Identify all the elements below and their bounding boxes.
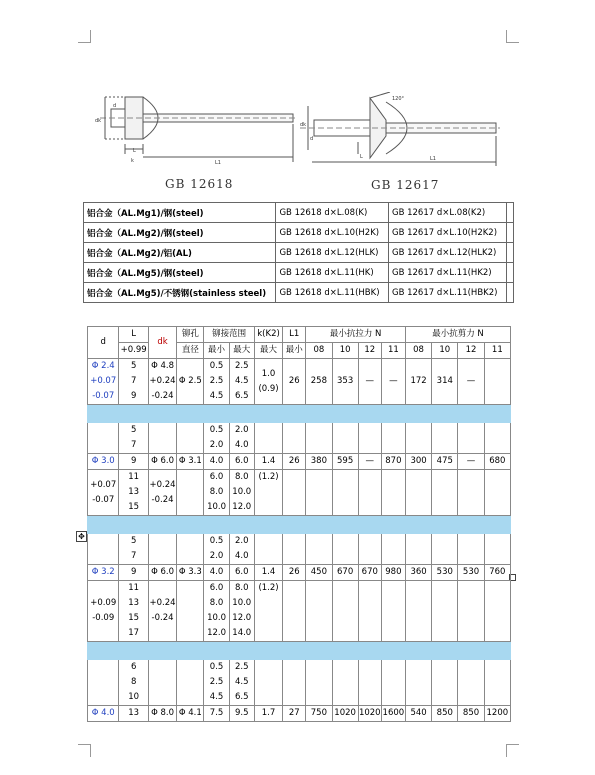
stacked-value: 5	[130, 536, 137, 546]
stacked-value: 4.5	[209, 692, 224, 702]
cell-L	[119, 660, 148, 706]
cell-empty	[381, 534, 405, 565]
stacked-value: 2.0	[234, 425, 249, 435]
cell-grip-min: 4.0	[204, 454, 229, 470]
spec-table	[87, 326, 511, 722]
stacked-value: 15	[128, 502, 140, 512]
cell-tensile: 870	[381, 454, 405, 470]
cell-empty	[306, 581, 332, 642]
cell-L	[119, 423, 148, 454]
stacked-value: 0.5	[209, 662, 224, 672]
cell-empty	[254, 660, 282, 706]
cell-grip-min: 7.5	[204, 706, 229, 722]
crop-mark-top-left	[78, 30, 91, 43]
stacked-value: 1.0	[261, 368, 276, 379]
cell-tensile: 380	[306, 454, 332, 470]
stacked-value: 2.0	[209, 440, 224, 450]
cell-empty	[458, 660, 484, 706]
stacked-value: (1.2)	[258, 472, 279, 482]
cell-empty	[283, 470, 306, 516]
cell-tensile: 595	[332, 454, 358, 470]
header-shear: 最小抗剪力 N	[405, 327, 510, 343]
stacked-value: (1.2)	[258, 583, 279, 593]
cell-tensile: 450	[306, 565, 332, 581]
gb12617-designation: GB 12617 d×L.08(K2)	[388, 203, 506, 223]
label-dk-right: dk	[300, 122, 307, 128]
material-name: 铝合金（AL.Mg2)/钢(steel)	[84, 223, 276, 243]
cell-dk	[148, 359, 176, 405]
stacked-value: -0.24	[151, 391, 174, 401]
row-end-mark	[507, 263, 514, 283]
cell-L	[119, 470, 148, 516]
material-row	[84, 263, 514, 283]
stacked-value: 12.0	[207, 628, 227, 638]
material-row	[84, 283, 514, 303]
cell-empty	[484, 534, 510, 565]
stacked-value: 4.0	[234, 440, 249, 450]
stacked-value: 5	[130, 425, 137, 435]
stacked-value: 6.0	[209, 472, 224, 482]
cell-dk	[148, 581, 176, 642]
gb12618-designation: GB 12618 d×L.11(HK)	[276, 263, 389, 283]
stacked-value: 2.5	[234, 361, 249, 371]
stacked-value: 9	[130, 391, 137, 401]
cell-d	[88, 534, 119, 565]
stacked-value: (0.9)	[258, 383, 279, 394]
stacked-value: 8.0	[234, 472, 249, 482]
cell-empty	[458, 423, 484, 454]
cell-empty	[254, 423, 282, 454]
stacked-value: -0.24	[151, 613, 174, 623]
cell-dk	[148, 660, 176, 706]
cell-empty	[432, 534, 458, 565]
header-dk: dk	[148, 327, 176, 359]
cell-k	[254, 581, 282, 642]
cell-empty	[332, 470, 358, 516]
gb12617-designation: GB 12617 d×L.10(H2K2)	[388, 223, 506, 243]
cell-shear: 1200	[484, 706, 510, 722]
stacked-value: 6.5	[234, 391, 249, 401]
label-L1: L1	[215, 160, 221, 166]
cell-grip-max: 6.0	[229, 454, 254, 470]
gb12618-designation: GB 12618 d×L.10(H2K)	[276, 223, 389, 243]
stacked-value: 4.5	[234, 376, 249, 386]
stacked-value: 8.0	[209, 487, 224, 497]
band-cell	[88, 516, 511, 534]
cell-grip-max	[229, 359, 254, 405]
cell-grip-max	[229, 534, 254, 565]
cell-empty	[405, 534, 431, 565]
cell-empty	[432, 660, 458, 706]
cell-d	[88, 470, 119, 516]
cell-empty	[306, 470, 332, 516]
label-k: k	[131, 158, 134, 164]
stacked-value: Φ 4.8	[151, 361, 174, 371]
stacked-value: 13	[128, 487, 140, 497]
cell-L	[119, 359, 148, 405]
stacked-value: 14.0	[232, 628, 252, 638]
cell-tensile: 670	[358, 565, 381, 581]
stacked-value: 10.0	[232, 487, 252, 497]
stacked-value: 2.0	[234, 536, 249, 546]
stacked-value: 2.0	[209, 551, 224, 561]
header-L-tol: +0.99	[119, 343, 148, 359]
material-row	[84, 243, 514, 263]
stacked-value: 2.5	[209, 677, 224, 687]
cell-empty	[484, 581, 510, 642]
grade-12: 12	[358, 343, 381, 359]
cell-d	[88, 359, 119, 405]
cell-grip-min	[204, 470, 229, 516]
cell-empty	[484, 423, 510, 454]
grade-10: 10	[432, 343, 458, 359]
material-name: 铝合金（AL.Mg2)/铝(AL)	[84, 243, 276, 263]
cell-empty	[332, 581, 358, 642]
cell-hole	[177, 423, 204, 454]
cell-tensile: 1600	[381, 706, 405, 722]
cell-grip-max: 9.5	[229, 706, 254, 722]
cell-grip-max	[229, 581, 254, 642]
cell-empty	[432, 581, 458, 642]
grade-12: 12	[458, 343, 484, 359]
cell-L1: 27	[283, 706, 306, 722]
cell-shear: 172	[405, 359, 431, 405]
stacked-value: 4.5	[234, 677, 249, 687]
cell-k: 1.4	[254, 565, 282, 581]
crop-mark-top-right	[506, 30, 519, 43]
cell-empty	[358, 581, 381, 642]
stacked-value: -0.09	[92, 613, 115, 623]
spec-pre-row	[88, 423, 511, 454]
cell-empty	[358, 660, 381, 706]
stacked-value: +0.07	[90, 376, 117, 386]
stacked-value: 10.0	[207, 613, 227, 623]
spec-pre-row	[88, 660, 511, 706]
stacked-value: 0.5	[209, 536, 224, 546]
group-separator-band	[88, 642, 511, 660]
cell-empty	[381, 470, 405, 516]
stacked-value: +0.09	[90, 598, 117, 608]
gb12617-designation: GB 12617 d×L.12(HLK2)	[388, 243, 506, 263]
cell-L1: 26	[283, 565, 306, 581]
stacked-value: 0.5	[209, 425, 224, 435]
material-name: 铝合金（AL.Mg1)/钢(steel)	[84, 203, 276, 223]
cell-empty	[306, 534, 332, 565]
crop-mark-bottom-right	[506, 744, 519, 757]
cell-empty	[381, 581, 405, 642]
header-hole-sub: 直径	[177, 343, 204, 359]
cell-empty	[484, 660, 510, 706]
cell-empty	[283, 581, 306, 642]
cell-dk: Φ 8.0	[148, 706, 176, 722]
cell-shear: 540	[405, 706, 431, 722]
header-grip: 铆接范围	[204, 327, 254, 343]
stacked-value: -0.24	[151, 494, 174, 505]
cell-tensile: 353	[332, 359, 358, 405]
cell-empty	[405, 423, 431, 454]
cell-grip-max	[229, 470, 254, 516]
cell-k: 1.7	[254, 706, 282, 722]
cell-hole	[177, 470, 204, 516]
cell-L1: 26	[283, 454, 306, 470]
cell-empty	[458, 470, 484, 516]
materials-table	[83, 202, 514, 303]
header-hole: 铆孔	[177, 327, 204, 343]
grade-08: 08	[306, 343, 332, 359]
cell-grip-min	[204, 534, 229, 565]
cell-grip-min	[204, 581, 229, 642]
header-d: d	[88, 327, 119, 359]
stacked-value: 8.0	[209, 598, 224, 608]
cell-shear: 530	[458, 565, 484, 581]
cell-tensile: —	[381, 359, 405, 405]
cell-shear: 680	[484, 454, 510, 470]
cell-shear: 475	[432, 454, 458, 470]
cell-L1: 26	[283, 359, 306, 405]
caption-gb12617: GB 12617	[371, 178, 440, 192]
cell-empty	[306, 423, 332, 454]
cell-shear: 300	[405, 454, 431, 470]
gb12617-designation: GB 12617 d×L.11(HBK2)	[388, 283, 506, 303]
material-row	[84, 203, 514, 223]
table-move-handle[interactable]: ✥	[76, 531, 87, 542]
cell-L: 9	[119, 454, 148, 470]
cell-hole	[177, 534, 204, 565]
stacked-value: 15	[128, 613, 140, 623]
cell-d	[88, 423, 119, 454]
spec-main-row	[88, 565, 511, 581]
stacked-value: +0.24	[149, 598, 176, 608]
gb12618-designation: GB 12618 d×L.11(HBK)	[276, 283, 389, 303]
stacked-value: 6	[130, 662, 137, 672]
cell-hole: Φ 3.1	[177, 454, 204, 470]
caption-gb12618: GB 12618	[165, 177, 234, 191]
stacked-value: +0.24	[149, 376, 176, 386]
cell-L	[119, 534, 148, 565]
stacked-value: 10.0	[232, 598, 252, 608]
grade-11: 11	[381, 343, 405, 359]
cell-shear: 530	[432, 565, 458, 581]
spec-main-row	[88, 706, 511, 722]
band-cell	[88, 405, 511, 423]
cell-hole: Φ 2.5	[177, 359, 204, 405]
cell-L: 9	[119, 565, 148, 581]
stacked-value: 2.5	[234, 662, 249, 672]
cell-L: 13	[119, 706, 148, 722]
cell-d: Φ 3.0	[88, 454, 119, 470]
row-end-mark	[507, 283, 514, 303]
stacked-value: 11	[128, 472, 140, 482]
stacked-value: +0.07	[90, 479, 117, 490]
material-name: 铝合金（AL.Mg5)/不锈钢(stainless steel)	[84, 283, 276, 303]
cell-d	[88, 660, 119, 706]
stacked-value: 10	[128, 692, 140, 702]
cell-dk: Φ 6.0	[148, 565, 176, 581]
cell-shear: 314	[432, 359, 458, 405]
spec-main-row	[88, 359, 511, 405]
cell-empty	[283, 534, 306, 565]
material-name: 铝合金（AL.Mg5)/钢(steel)	[84, 263, 276, 283]
cell-grip-min	[204, 423, 229, 454]
cell-tensile: 258	[306, 359, 332, 405]
grade-08: 08	[405, 343, 431, 359]
cell-empty	[405, 660, 431, 706]
stacked-value: 7	[130, 376, 137, 386]
cell-hole	[177, 660, 204, 706]
cell-dk: Φ 6.0	[148, 454, 176, 470]
grade-10: 10	[332, 343, 358, 359]
cell-dk	[148, 423, 176, 454]
cell-tensile: —	[358, 359, 381, 405]
cell-empty	[332, 534, 358, 565]
header-L1-sub: 最小	[283, 343, 306, 359]
cell-empty	[358, 534, 381, 565]
stacked-value: 2.5	[209, 376, 224, 386]
rivet-drawing-gb12618	[95, 82, 305, 167]
cell-empty	[254, 534, 282, 565]
stacked-value: 4.5	[209, 391, 224, 401]
cell-d: Φ 4.0	[88, 706, 119, 722]
spec-pre-row	[88, 534, 511, 565]
cell-hole: Φ 4.1	[177, 706, 204, 722]
cell-shear: —	[458, 454, 484, 470]
label-dk: dk	[95, 118, 102, 124]
cell-dk	[148, 470, 176, 516]
cell-L	[119, 581, 148, 642]
header-grip-max: 最大	[229, 343, 254, 359]
cell-dk	[148, 534, 176, 565]
label-L: L	[133, 148, 136, 154]
label-d: d	[113, 103, 117, 109]
cell-empty	[332, 660, 358, 706]
label-L1-right: L1	[430, 156, 436, 162]
cell-tensile: 1020	[332, 706, 358, 722]
cell-grip-min: 4.0	[204, 565, 229, 581]
cell-empty	[405, 581, 431, 642]
gb12618-designation: GB 12618 d×L.08(K)	[276, 203, 389, 223]
cell-tensile: 1020	[358, 706, 381, 722]
header-L: L	[119, 327, 148, 343]
cell-empty	[432, 470, 458, 516]
cell-shear: 850	[432, 706, 458, 722]
cell-empty	[306, 660, 332, 706]
stacked-value: 7	[130, 440, 137, 450]
cell-hole	[177, 581, 204, 642]
material-row	[84, 223, 514, 243]
cell-shear	[484, 359, 510, 405]
cell-tensile: 750	[306, 706, 332, 722]
stacked-value: -0.07	[92, 494, 115, 505]
cell-empty	[283, 660, 306, 706]
cell-k	[254, 470, 282, 516]
cell-shear: —	[458, 359, 484, 405]
stacked-value: 8	[130, 677, 137, 687]
cell-empty	[283, 423, 306, 454]
cell-empty	[358, 470, 381, 516]
cell-grip-max: 6.0	[229, 565, 254, 581]
stacked-value: Φ 2.4	[91, 361, 115, 371]
cell-shear: 360	[405, 565, 431, 581]
cell-tensile: 670	[332, 565, 358, 581]
spec-header-row-1	[88, 327, 511, 343]
row-end-mark	[507, 203, 514, 223]
cell-empty	[458, 581, 484, 642]
stacked-value: 7	[130, 551, 137, 561]
grade-11: 11	[484, 343, 510, 359]
stacked-value: 17	[128, 628, 140, 638]
crop-mark-bottom-left	[78, 744, 91, 757]
spec-extra-row	[88, 581, 511, 642]
stacked-value: 11	[128, 583, 140, 593]
cell-empty	[358, 423, 381, 454]
stacked-value: 13	[128, 598, 140, 608]
cell-k	[254, 359, 282, 405]
cell-tensile: 980	[381, 565, 405, 581]
cell-empty	[381, 660, 405, 706]
cell-hole: Φ 3.3	[177, 565, 204, 581]
cell-tensile: —	[358, 454, 381, 470]
label-d-right: d	[310, 136, 314, 142]
cell-empty	[432, 423, 458, 454]
label-angle: 120°	[392, 96, 405, 102]
cell-empty	[332, 423, 358, 454]
group-separator-band	[88, 405, 511, 423]
header-k: k(K2)	[254, 327, 282, 343]
cell-grip-min	[204, 660, 229, 706]
stacked-value: 4.0	[234, 551, 249, 561]
header-k-sub: 最大	[254, 343, 282, 359]
stacked-value: 12.0	[232, 502, 252, 512]
cell-grip-max	[229, 660, 254, 706]
gb12618-designation: GB 12618 d×L.12(HLK)	[276, 243, 389, 263]
stacked-value: 8.0	[234, 583, 249, 593]
cell-empty	[484, 470, 510, 516]
row-end-mark	[507, 223, 514, 243]
header-grip-min: 最小	[204, 343, 229, 359]
stacked-value: 6.0	[209, 583, 224, 593]
cell-grip-min	[204, 359, 229, 405]
cell-empty	[405, 470, 431, 516]
header-L1: L1	[283, 327, 306, 343]
stacked-value: 5	[130, 361, 137, 371]
rivet-drawing-gb12617	[300, 92, 510, 172]
label-L-right: L	[360, 154, 363, 160]
cell-shear: 760	[484, 565, 510, 581]
gb12617-designation: GB 12617 d×L.11(HK2)	[388, 263, 506, 283]
spec-extra-row	[88, 470, 511, 516]
stacked-value: 12.0	[232, 613, 252, 623]
spec-main-row	[88, 454, 511, 470]
stacked-value: 6.5	[234, 692, 249, 702]
row-end-mark	[507, 243, 514, 263]
group-separator-band	[88, 516, 511, 534]
cell-empty	[458, 534, 484, 565]
stacked-value: +0.24	[149, 479, 176, 490]
band-cell	[88, 642, 511, 660]
stacked-value: -0.07	[92, 391, 115, 401]
cell-d: Φ 3.2	[88, 565, 119, 581]
cell-d	[88, 581, 119, 642]
cell-k: 1.4	[254, 454, 282, 470]
cell-empty	[381, 423, 405, 454]
header-tensile: 最小抗拉力 N	[306, 327, 406, 343]
cell-shear: 850	[458, 706, 484, 722]
stacked-value: 0.5	[209, 361, 224, 371]
stacked-value: 10.0	[207, 502, 227, 512]
cell-grip-max	[229, 423, 254, 454]
